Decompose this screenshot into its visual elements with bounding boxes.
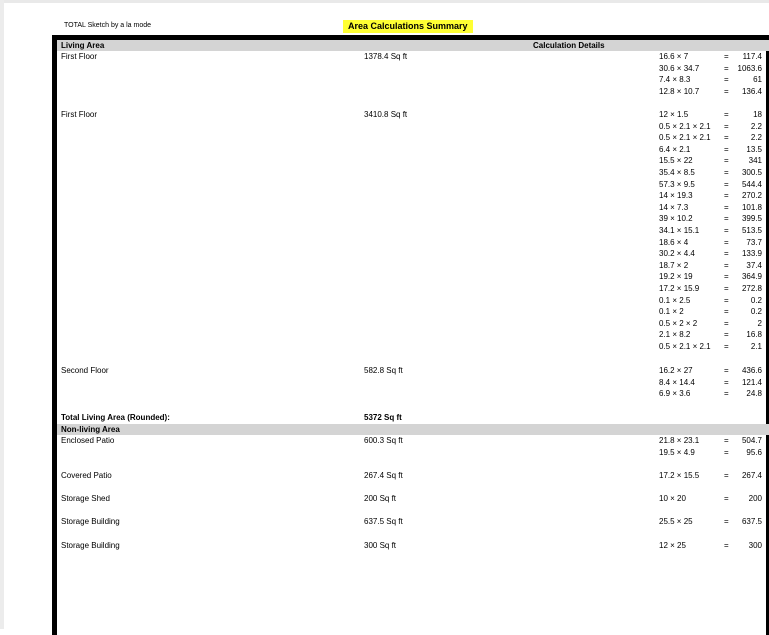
nonliving-area-label: Non-living Area xyxy=(61,425,120,434)
calc-expression: 12 × 1.5 xyxy=(659,110,689,119)
calc-equals: = xyxy=(724,296,729,305)
living-area-label: Living Area xyxy=(61,41,105,50)
calc-equals: = xyxy=(724,122,729,131)
calc-result: 133.9 xyxy=(741,249,762,258)
calc-equals: = xyxy=(724,156,729,165)
area-name: Second Floor xyxy=(61,366,109,375)
calc-expression: 12.8 × 10.7 xyxy=(659,87,700,96)
area-name: Storage Shed xyxy=(61,494,110,503)
calc-equals: = xyxy=(724,307,729,316)
calc-equals: = xyxy=(724,203,729,212)
area-name: Covered Patio xyxy=(61,471,112,480)
calc-equals: = xyxy=(724,64,729,73)
calc-result: 1063.6 xyxy=(737,64,762,73)
calc-equals: = xyxy=(724,168,729,177)
calc-result: 2.2 xyxy=(750,122,762,131)
calc-result: 399.5 xyxy=(741,214,762,223)
area-name: First Floor xyxy=(61,110,97,119)
calc-result: 2.1 xyxy=(750,342,762,351)
calc-equals: = xyxy=(724,272,729,281)
calc-equals: = xyxy=(724,541,729,550)
nonliving-area-header xyxy=(57,424,769,435)
calc-equals: = xyxy=(724,249,729,258)
calc-result: 37.4 xyxy=(746,261,762,270)
area-value: 267.4 Sq ft xyxy=(364,471,403,480)
calc-expression: 0.1 × 2.5 xyxy=(659,296,691,305)
calc-expression: 57.3 × 9.5 xyxy=(659,180,695,189)
calc-result: 544.4 xyxy=(741,180,762,189)
calc-result: 300.5 xyxy=(741,168,762,177)
calc-expression: 0.5 × 2 × 2 xyxy=(659,319,698,328)
calc-equals: = xyxy=(724,133,729,142)
calc-expression: 17.2 × 15.9 xyxy=(659,284,700,293)
calc-expression: 16.2 × 27 xyxy=(659,366,693,375)
calc-equals: = xyxy=(724,52,729,61)
calc-equals: = xyxy=(724,261,729,270)
viewer-top-edge xyxy=(0,0,769,3)
area-value: 3410.8 Sq ft xyxy=(364,110,408,119)
calc-expression: 0.5 × 2.1 × 2.1 xyxy=(659,133,711,142)
area-name: Storage Building xyxy=(61,517,120,526)
calc-expression: 7.4 × 8.3 xyxy=(659,75,691,84)
calc-result: 2.2 xyxy=(750,133,762,142)
calc-expression: 12 × 25 xyxy=(659,541,686,550)
area-value: 1378.4 Sq ft xyxy=(364,52,408,61)
calc-expression: 25.5 × 25 xyxy=(659,517,693,526)
total-living-label: Total Living Area (Rounded): xyxy=(61,413,170,422)
calc-equals: = xyxy=(724,180,729,189)
calc-expression: 21.8 × 23.1 xyxy=(659,436,700,445)
calc-equals: = xyxy=(724,448,729,457)
calc-equals: = xyxy=(724,494,729,503)
calc-expression: 17.2 × 15.5 xyxy=(659,471,700,480)
calc-result: 513.5 xyxy=(741,226,762,235)
calc-result: 341 xyxy=(748,156,762,165)
calc-expression: 18.7 × 2 xyxy=(659,261,689,270)
calc-result: 73.7 xyxy=(746,238,762,247)
calc-equals: = xyxy=(724,214,729,223)
calc-expression: 34.1 × 15.1 xyxy=(659,226,700,235)
area-value: 600.3 Sq ft xyxy=(364,436,403,445)
calc-expression: 19.5 × 4.9 xyxy=(659,448,695,457)
calc-result: 61 xyxy=(753,75,762,84)
calc-equals: = xyxy=(724,284,729,293)
calc-expression: 16.6 × 7 xyxy=(659,52,689,61)
area-name: Storage Building xyxy=(61,541,120,550)
calc-result: 637.5 xyxy=(741,517,762,526)
calc-result: 121.4 xyxy=(741,378,762,387)
calc-equals: = xyxy=(724,75,729,84)
calc-result: 136.4 xyxy=(741,87,762,96)
calc-result: 267.4 xyxy=(741,471,762,480)
calc-equals: = xyxy=(724,471,729,480)
calc-result: 95.6 xyxy=(746,448,762,457)
total-living-value: 5372 Sq ft xyxy=(364,413,402,422)
calc-result: 18 xyxy=(753,110,762,119)
calc-expression: 0.1 × 2 xyxy=(659,307,684,316)
calc-expression: 10 × 20 xyxy=(659,494,686,503)
calc-equals: = xyxy=(724,436,729,445)
calc-expression: 8.4 × 14.4 xyxy=(659,378,695,387)
calc-result: 13.5 xyxy=(746,145,762,154)
calc-expression: 14 × 7.3 xyxy=(659,203,689,212)
area-value: 582.8 Sq ft xyxy=(364,366,403,375)
area-value: 200 Sq ft xyxy=(364,494,397,503)
calc-expression: 6.4 × 2.1 xyxy=(659,145,691,154)
calc-result: 16.8 xyxy=(746,330,762,339)
calc-expression: 18.6 × 4 xyxy=(659,238,689,247)
calc-result: 24.8 xyxy=(746,389,762,398)
calc-equals: = xyxy=(724,378,729,387)
calc-expression: 2.1 × 8.2 xyxy=(659,330,691,339)
calc-expression: 14 × 19.3 xyxy=(659,191,693,200)
calc-result: 270.2 xyxy=(741,191,762,200)
viewer-left-edge xyxy=(0,0,4,629)
calc-equals: = xyxy=(724,87,729,96)
calc-equals: = xyxy=(724,226,729,235)
area-name: Enclosed Patio xyxy=(61,436,115,445)
calc-result: 200 xyxy=(748,494,762,503)
calc-equals: = xyxy=(724,110,729,119)
calc-result: 504.7 xyxy=(741,436,762,445)
calc-equals: = xyxy=(724,342,729,351)
calc-equals: = xyxy=(724,517,729,526)
area-name: First Floor xyxy=(61,52,97,61)
calc-equals: = xyxy=(724,389,729,398)
living-area-header xyxy=(57,40,769,51)
area-value: 637.5 Sq ft xyxy=(364,517,403,526)
calc-result: 117.4 xyxy=(742,52,762,61)
calc-expression: 6.9 × 3.6 xyxy=(659,389,691,398)
calc-expression: 19.2 × 19 xyxy=(659,272,693,281)
app-title: TOTAL Sketch by a la mode xyxy=(64,22,152,29)
calc-equals: = xyxy=(724,330,729,339)
calc-expression: 35.4 × 8.5 xyxy=(659,168,695,177)
calc-result: 0.2 xyxy=(750,296,762,305)
calc-result: 0.2 xyxy=(750,307,762,316)
calc-result: 300 xyxy=(748,541,762,550)
calculation-details-label: Calculation Details xyxy=(533,41,605,50)
calc-result: 2 xyxy=(757,319,762,328)
calc-equals: = xyxy=(724,319,729,328)
calc-result: 436.6 xyxy=(741,366,762,375)
calc-equals: = xyxy=(724,238,729,247)
calc-expression: 30.6 × 34.7 xyxy=(659,64,700,73)
calc-expression: 15.5 × 22 xyxy=(659,156,693,165)
calc-result: 364.9 xyxy=(741,272,762,281)
calc-equals: = xyxy=(724,366,729,375)
calc-equals: = xyxy=(724,145,729,154)
calc-equals: = xyxy=(724,191,729,200)
calc-result: 101.8 xyxy=(741,203,762,212)
calc-expression: 0.5 × 2.1 × 2.1 xyxy=(659,122,711,131)
calc-expression: 30.2 × 4.4 xyxy=(659,249,695,258)
calc-expression: 0.5 × 2.1 × 2.1 xyxy=(659,342,711,351)
calc-expression: 39 × 10.2 xyxy=(659,214,693,223)
area-value: 300 Sq ft xyxy=(364,541,397,550)
summary-title: Area Calculations Summary xyxy=(343,20,473,33)
calc-result: 272.8 xyxy=(741,284,762,293)
